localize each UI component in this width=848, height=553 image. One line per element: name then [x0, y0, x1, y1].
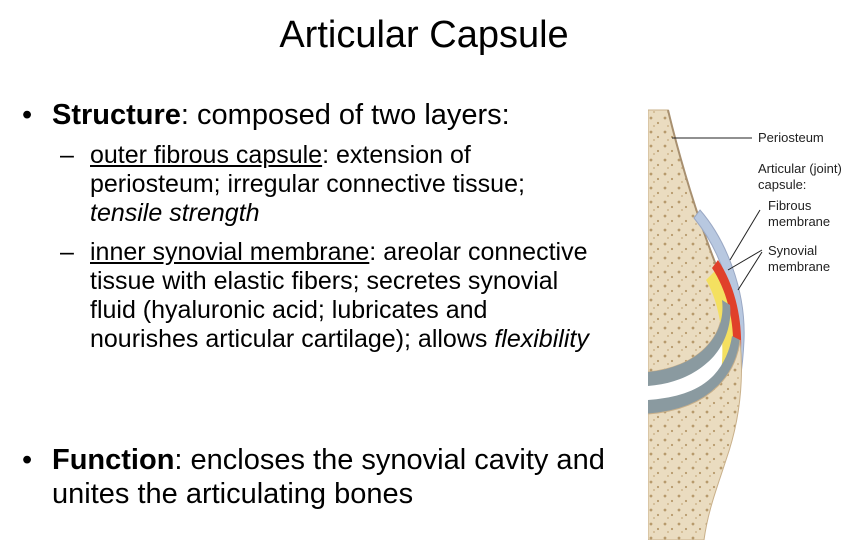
structure-heading: Structure: [52, 99, 181, 131]
inner-layer-text: [90, 238, 600, 354]
bullet-structure-text: [52, 98, 622, 132]
inner-layer-term: inner synovial membrane: [90, 238, 370, 266]
function-description: : encloses the synovial cavity and unites the articulating bones: [52, 444, 605, 510]
fibrous-leader: [730, 210, 760, 260]
synovial-leader-2: [738, 252, 762, 290]
label-capsule-line2: capsule:: [758, 177, 807, 192]
label-fibrous-line2: membrane: [768, 214, 831, 229]
bullet-dot: •: [22, 444, 33, 476]
bullet-dot: •: [22, 99, 33, 131]
sub-bullet-dash: –: [60, 238, 74, 266]
label-fibrous-line1: Fibrous: [768, 198, 812, 213]
joint-illustration: [648, 100, 848, 540]
inner-layer-description: : areolar connective tissue with elastic fibers; secretes synovial fluid (hyaluronic acid; lubricates and nourishes articular cartilage); allows: [90, 238, 588, 353]
label-synovial-line2: membrane: [768, 259, 831, 274]
sub-bullet-dash: –: [60, 141, 74, 169]
outer-layer-term: outer fibrous capsule: [90, 141, 323, 169]
bullet-function-text: [52, 443, 632, 511]
slide-title: Articular Capsule: [279, 14, 569, 56]
function-heading: Function: [52, 444, 175, 476]
label-capsule-line1: Articular (joint): [758, 161, 842, 176]
outer-layer-emphasis: tensile strength: [90, 199, 260, 227]
inner-layer-emphasis: flexibility: [494, 325, 589, 353]
label-periosteum: Periosteum: [758, 130, 824, 145]
structure-description: : composed of two layers:: [180, 99, 510, 131]
label-synovial-line1: Synovial: [768, 243, 818, 258]
outer-layer-description: : extension of periosteum; irregular connective tissue;: [90, 141, 525, 198]
outer-layer-text: [90, 141, 600, 228]
